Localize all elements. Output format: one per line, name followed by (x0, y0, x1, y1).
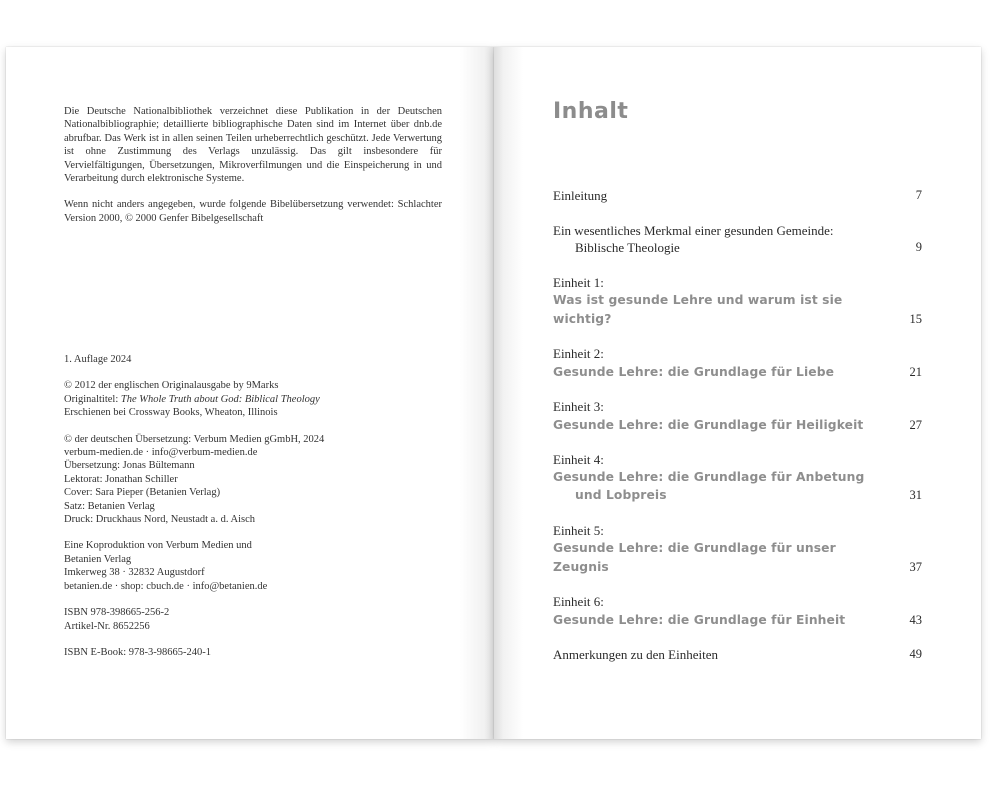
toc-entry-introduction[interactable] (553, 187, 922, 205)
toc-unit-title: Gesunde Lehre: die Grundlage für Anbetung (553, 469, 865, 484)
toc-entry-unit-5[interactable] (553, 522, 922, 577)
published-by: Erschienen bei Crossway Books, Wheaton, Illinois (64, 407, 278, 419)
toc-page-number: 49 (909, 647, 922, 661)
toc-unit-label: Einheit 6: (553, 594, 604, 609)
toc-page-number: 43 (909, 612, 922, 627)
original-title-line (64, 393, 442, 406)
publisher-contact: verbum-medien.de · info@verbum-medien.de (64, 447, 258, 459)
toc-page-number: 37 (909, 559, 922, 574)
web-contact: betanien.de · shop: cbuch.de · info@betanien.de (64, 580, 268, 592)
printing-credit: Druck: Druckhaus Nord, Neustadt a. d. Aisch (64, 514, 255, 526)
copyright-notice: Die Deutsche Nationalbibliothek verzeichnet diese Publikation in der Deutschen Nationalbibliographie; detaillierte bibliographische Daten sind im Internet über dnb.de abrufbar. Das Werk ist in allen seinen Teilen urheberrechtlich geschützt. Jede Verwertung ist ohne Zustimmung des Verlags unzulässig. Das gilt insbesondere für Vervielfältigungen, Übersetzungen, Mikroverfilmungen und die Einspeicherung in und Verarbeitung durch elektronische Systeme. (64, 106, 442, 185)
isbn-ebook: ISBN E-Book: 978-3-98665-240-1 (64, 646, 211, 658)
coproduction-line-1: Eine Koproduktion von Verbum Medien und (64, 540, 252, 552)
toc-page-number: 15 (909, 311, 922, 326)
translation-credit: Übersetzung: Jonas Bültemann (64, 460, 195, 472)
toc-unit-title: Gesunde Lehre: die Grundlage für Liebe (553, 364, 835, 379)
coproduction-line-2: Betanien Verlag (64, 553, 132, 565)
imprint-bottom (64, 353, 442, 659)
edition: 1. Auflage 2024 (64, 354, 132, 365)
original-title-label: Originaltitel: (64, 393, 121, 405)
toc-unit-label: Einheit 1: (553, 274, 604, 290)
table-of-contents (553, 187, 922, 681)
toc-page-number: 27 (909, 417, 922, 432)
toc-page-number: 7 (915, 188, 922, 202)
toc-unit-title: Gesunde Lehre: die Grundlage für unser Zeugnis (553, 541, 836, 574)
original-copyright: © 2012 der englischen Originalausgabe by 9Marks (64, 380, 279, 392)
toc-unit-title: Gesunde Lehre: die Grundlage für Heiligkeit (553, 417, 864, 432)
toc-entry-biblical-theology[interactable] (553, 222, 922, 257)
toc-entry-unit-6[interactable] (553, 593, 922, 629)
typesetting-credit: Satz: Betanien Verlag (64, 500, 155, 512)
toc-entry-unit-4[interactable] (553, 451, 922, 505)
toc-unit-label: Einheit 2: (553, 346, 604, 361)
book-spread (6, 47, 981, 739)
toc-entry-subtitle: Biblische Theologie (575, 240, 680, 255)
toc-page-number: 21 (909, 364, 922, 379)
toc-entry-title: Anmerkungen zu den Einheiten (553, 647, 718, 662)
toc-entry-unit-1[interactable] (553, 274, 922, 329)
toc-entry-unit-3[interactable] (553, 398, 922, 434)
toc-entry-unit-2[interactable] (553, 345, 922, 381)
isbn: ISBN 978-398665-256-2 (64, 607, 170, 619)
article-number: Artikel-Nr. 8652256 (64, 620, 150, 632)
imprint-page (6, 47, 494, 739)
contents-page (494, 47, 981, 739)
imprint-top (64, 105, 442, 225)
bible-translation-note: Wenn nicht anders angegeben, wurde folgende Bibelübersetzung verwendet: Schlachter Version 2000, © 2000 Genfer Bibelgesellschaft (64, 199, 442, 224)
toc-entry-title: Ein wesentliches Merkmal einer gesunden Gemeinde: (553, 222, 834, 238)
toc-unit-label: Einheit 5: (553, 522, 604, 538)
toc-unit-title: Was ist gesunde Lehre und warum ist sie wichtig? (553, 293, 843, 326)
contents-title: Inhalt (553, 99, 629, 124)
toc-page-number: 31 (909, 488, 922, 502)
toc-entry-title: Einleitung (553, 188, 608, 203)
toc-entry-notes[interactable] (553, 646, 922, 664)
toc-unit-title: Gesunde Lehre: die Grundlage für Einheit (553, 612, 846, 627)
toc-unit-title-continued: und Lobpreis (575, 488, 667, 502)
original-title: The Whole Truth about God: Biblical Theology (120, 393, 320, 405)
cover-credit: Cover: Sara Pieper (Betanien Verlag) (64, 487, 221, 499)
toc-unit-label: Einheit 3: (553, 399, 604, 414)
german-copyright: © der deutschen Übersetzung: Verbum Medien gGmbH, 2024 (64, 433, 325, 445)
toc-unit-label: Einheit 4: (553, 452, 604, 467)
editing-credit: Lektorat: Jonathan Schiller (64, 473, 178, 485)
toc-page-number: 9 (915, 240, 922, 254)
address: Imkerweg 38 · 32832 Augustdorf (64, 567, 205, 579)
